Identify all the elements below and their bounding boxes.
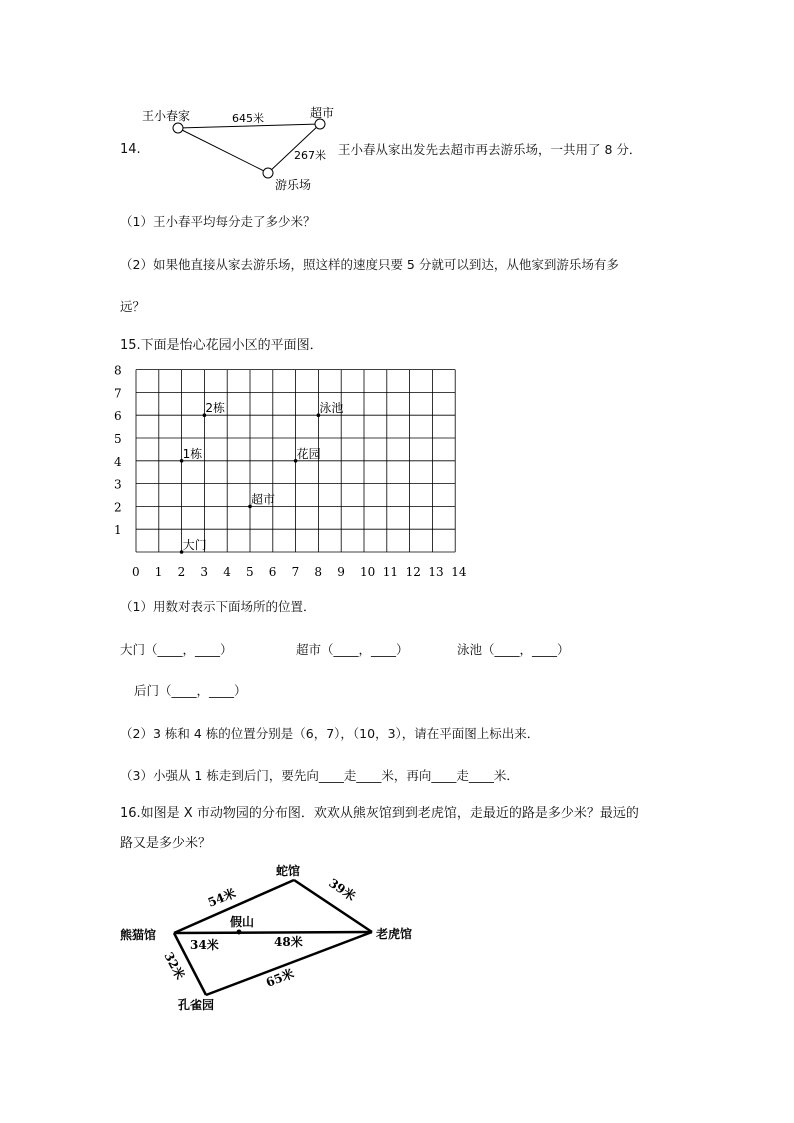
home-label: 王小春家 xyxy=(142,109,191,123)
park-label: 游乐场 xyxy=(275,178,312,192)
q15-sub3: （3）小强从 1 栋走到后门，要先向____走____米，再向____走____米． xyxy=(120,768,519,783)
location-label: 泳池 xyxy=(319,401,344,416)
location-label: 大门 xyxy=(182,538,207,552)
location-label: 超市 xyxy=(251,492,276,507)
market-label: 超市 xyxy=(310,106,335,120)
x-tick-label: 6 xyxy=(268,565,277,579)
x-tick-label: 10 xyxy=(360,565,376,579)
x-tick-label: 1 xyxy=(154,565,163,579)
location-label: 花园 xyxy=(296,446,321,461)
blank-gate: 大门（____，____） xyxy=(120,642,233,657)
x-tick-label: 5 xyxy=(246,565,254,579)
q14-sub2-line1: （2）如果他直接从家去游乐场，照这样的速度只要 5 分就可以到达，从他家到游乐场有多 xyxy=(120,257,619,272)
q15-title: 15.下面是怡心花园小区的平面图． xyxy=(120,338,323,353)
q14-route-diagram xyxy=(130,100,350,200)
y-tick-label: 3 xyxy=(114,477,122,492)
home-park-path xyxy=(178,128,268,173)
x-tick-label: 8 xyxy=(314,565,323,579)
snake-hall-label: 蛇馆 xyxy=(276,864,301,878)
location-label: 1栋 xyxy=(182,446,203,461)
y-tick-label: 8 xyxy=(114,363,122,378)
q15-sub1: （1）用数对表示下面场所的位置． xyxy=(120,599,316,614)
y-tick-label: 4 xyxy=(114,454,122,469)
blank-pool: 泳池（____，____） xyxy=(457,642,570,657)
q14-sub1: （1）王小春平均每分走了多少米？ xyxy=(120,214,316,229)
x-tick-label: 3 xyxy=(200,565,209,579)
park-node xyxy=(263,168,273,178)
x-tick-label: 2 xyxy=(177,565,186,579)
q14-number: 14. xyxy=(120,142,141,157)
x-tick-label: 4 xyxy=(223,565,231,579)
home-node xyxy=(173,123,183,133)
blank-backgate: 后门（____，____） xyxy=(134,683,247,698)
q15-sub2: （2）3 栋和 4 栋的位置分别是（6，7），（10，3），请在平面图上标出来． xyxy=(120,726,540,741)
x-tick-label: 12 xyxy=(405,565,421,579)
y-tick-label: 2 xyxy=(114,500,122,515)
x-tick-label: 14 xyxy=(451,565,467,579)
q16-zoo-map xyxy=(118,855,438,1025)
dist-panda-snake: 54米 xyxy=(205,886,238,910)
q16-line1: 16.如图是 X 市动物园的分布图．欢欢从熊灰馆到到老虎馆，走最近的路是多少米？最远的 xyxy=(120,806,639,821)
y-tick-label: 5 xyxy=(114,432,122,446)
x-tick-label: 7 xyxy=(291,565,300,579)
dist-panda-hill: 34米 xyxy=(190,938,219,952)
x-tick-label: 9 xyxy=(337,565,345,579)
hill-label: 假山 xyxy=(230,915,255,929)
market-node xyxy=(315,119,325,129)
dist-hill-tiger: 48米 xyxy=(274,935,303,949)
home-market-distance: 645米 xyxy=(232,112,264,125)
x-tick-label: 11 xyxy=(382,565,399,579)
dist-peacock-tiger: 65米 xyxy=(264,966,296,990)
path-panda-tiger xyxy=(174,932,372,933)
q15-floor-plan-grid xyxy=(112,360,472,585)
dist-snake-tiger: 39米 xyxy=(326,875,358,904)
tiger-hall-label: 老虎馆 xyxy=(376,927,413,941)
q14-sub2-line2: 远？ xyxy=(120,299,146,314)
dist-panda-peacock: 32米 xyxy=(161,949,188,982)
y-tick-label: 7 xyxy=(114,386,122,401)
peacock-garden-label: 孔雀园 xyxy=(178,998,215,1012)
location-label: 2栋 xyxy=(205,401,226,416)
y-tick-label: 1 xyxy=(114,523,122,538)
market-park-distance: 267米 xyxy=(294,149,326,162)
hill-point xyxy=(237,930,242,935)
q16-line2: 路又是多少米？ xyxy=(120,836,212,851)
x-tick-label: 13 xyxy=(428,565,444,579)
panda-hall-label: 熊猫馆 xyxy=(120,928,157,942)
y-tick-label: 6 xyxy=(114,409,122,424)
x-tick-label: 0 xyxy=(132,565,140,579)
q14-statement: 王小春从家出发先去超市再去游乐场，一共用了 8 分． xyxy=(338,142,642,157)
blank-market: 超市（____，____） xyxy=(296,642,409,657)
